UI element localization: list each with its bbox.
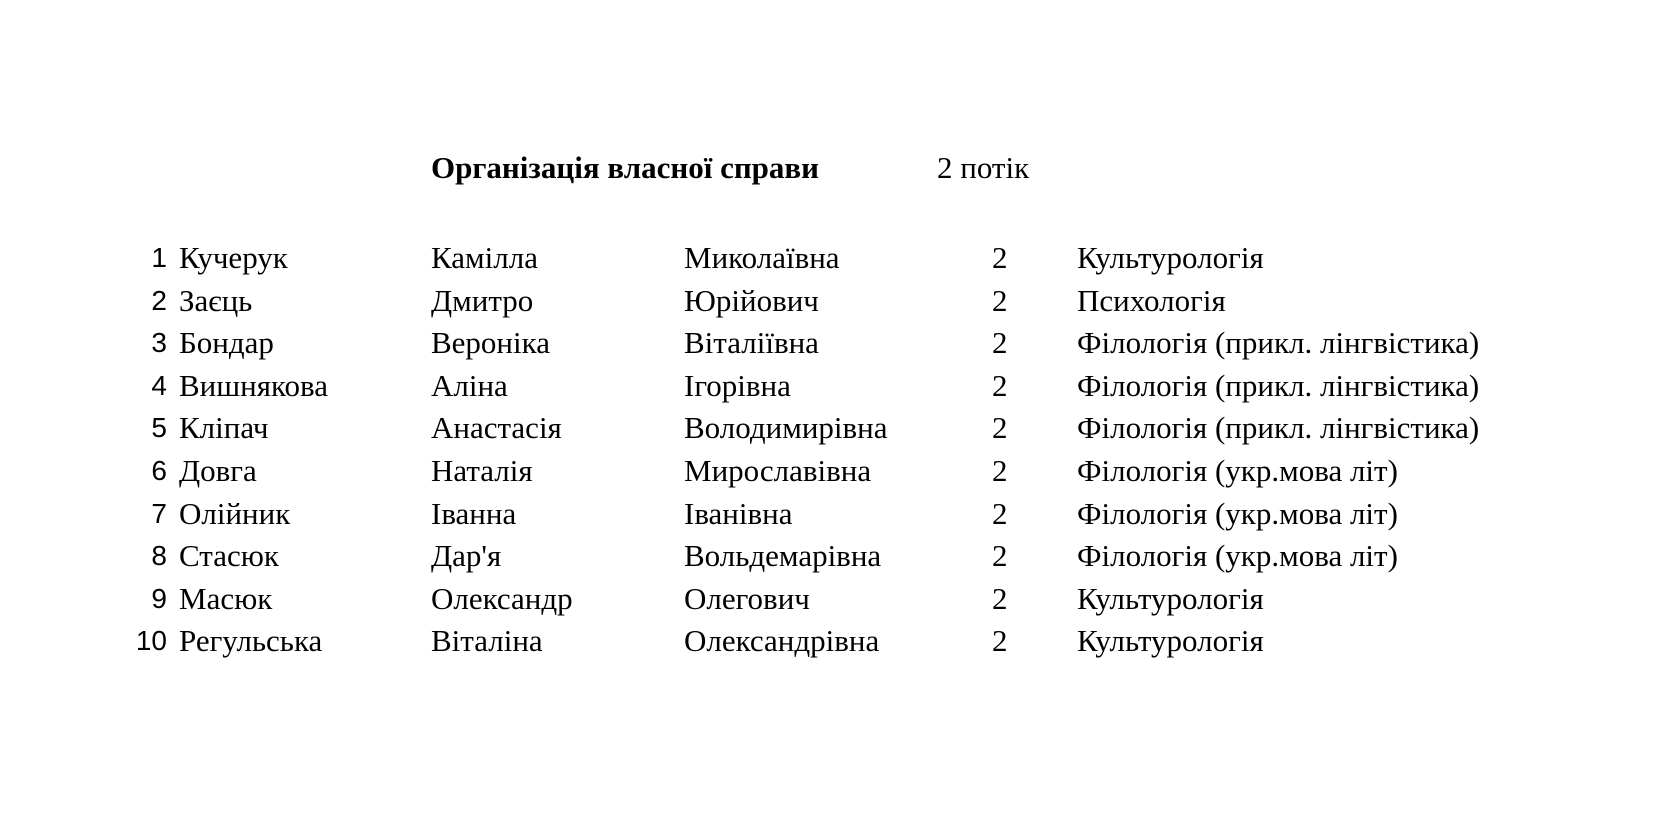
student-course: 2 — [992, 452, 1008, 488]
student-surname: Олійник — [179, 495, 291, 531]
student-specialty: Психологія — [1077, 282, 1226, 318]
student-specialty: Філологія (укр.мова літ) — [1077, 538, 1398, 574]
row-number: 1 — [151, 242, 167, 273]
student-name: Вероніка — [431, 325, 550, 361]
student-name: Дар'я — [431, 538, 502, 574]
student-course: 2 — [992, 240, 1008, 275]
student-specialty: Філологія (прикл. лінгвістика) — [1077, 367, 1480, 403]
student-row — [0, 322, 1654, 365]
student-row — [0, 280, 1654, 323]
student-patronymic: Ігорівна — [684, 367, 791, 403]
student-row — [0, 535, 1654, 578]
student-name: Наталія — [431, 452, 533, 488]
student-course: 2 — [992, 495, 1008, 531]
student-name: Іванна — [431, 495, 517, 531]
student-list — [0, 237, 1654, 663]
row-number: 5 — [151, 412, 167, 444]
row-number: 3 — [151, 327, 167, 359]
student-surname: Заєць — [179, 282, 253, 318]
student-course: 2 — [992, 325, 1008, 361]
student-patronymic: Юрійович — [684, 282, 819, 318]
student-patronymic: Віталіївна — [684, 325, 819, 361]
student-name: Олександр — [431, 580, 573, 616]
student-name: Дмитро — [431, 282, 534, 318]
student-patronymic: Миколаївна — [684, 240, 840, 275]
student-name: Аліна — [431, 367, 508, 403]
student-specialty: Культурологія — [1077, 623, 1264, 659]
student-row — [0, 493, 1654, 536]
student-surname: Регульська — [179, 623, 323, 659]
student-specialty: Філологія (прикл. лінгвістика) — [1077, 410, 1480, 446]
row-number: 6 — [151, 454, 167, 486]
student-course: 2 — [992, 623, 1008, 659]
student-course: 2 — [992, 282, 1008, 318]
student-name: Анастасія — [431, 410, 562, 446]
row-number: 9 — [151, 582, 167, 614]
row-number: 7 — [151, 497, 167, 529]
student-surname: Масюк — [179, 580, 273, 616]
student-name: Віталіна — [431, 623, 543, 659]
student-patronymic: Вольдемарівна — [684, 538, 882, 574]
student-course: 2 — [992, 580, 1008, 616]
student-course: 2 — [992, 410, 1008, 446]
student-patronymic: Володимирівна — [684, 410, 888, 446]
student-row — [0, 407, 1654, 450]
student-row — [0, 620, 1654, 663]
student-course: 2 — [992, 538, 1008, 574]
student-surname: Довга — [179, 452, 257, 488]
student-course: 2 — [992, 367, 1008, 403]
student-row — [0, 578, 1654, 621]
student-row — [0, 365, 1654, 408]
student-surname: Вишнякова — [179, 367, 328, 403]
student-specialty: Культурологія — [1077, 580, 1264, 616]
student-row — [0, 237, 1654, 280]
stream-label: 2 потік — [937, 150, 1030, 185]
student-specialty: Культурологія — [1077, 240, 1264, 275]
student-surname: Кучерук — [179, 240, 288, 275]
student-specialty: Філологія (укр.мова літ) — [1077, 495, 1398, 531]
student-patronymic: Мирославівна — [684, 452, 872, 488]
row-number: 8 — [151, 540, 167, 572]
student-surname: Кліпач — [179, 410, 269, 446]
student-row — [0, 450, 1654, 493]
student-patronymic: Іванівна — [684, 495, 793, 531]
student-name: Камілла — [431, 240, 538, 275]
row-number: 2 — [151, 284, 167, 316]
student-specialty: Філологія (прикл. лінгвістика) — [1077, 325, 1480, 361]
row-number: 10 — [135, 625, 167, 657]
student-surname: Бондар — [179, 325, 274, 361]
student-patronymic: Олегович — [684, 580, 810, 616]
student-surname: Стасюк — [179, 538, 279, 574]
page-title: Організація власної справи — [431, 150, 820, 185]
row-number: 4 — [151, 369, 167, 401]
student-patronymic: Олександрівна — [684, 623, 880, 659]
student-specialty: Філологія (укр.мова літ) — [1077, 452, 1398, 488]
